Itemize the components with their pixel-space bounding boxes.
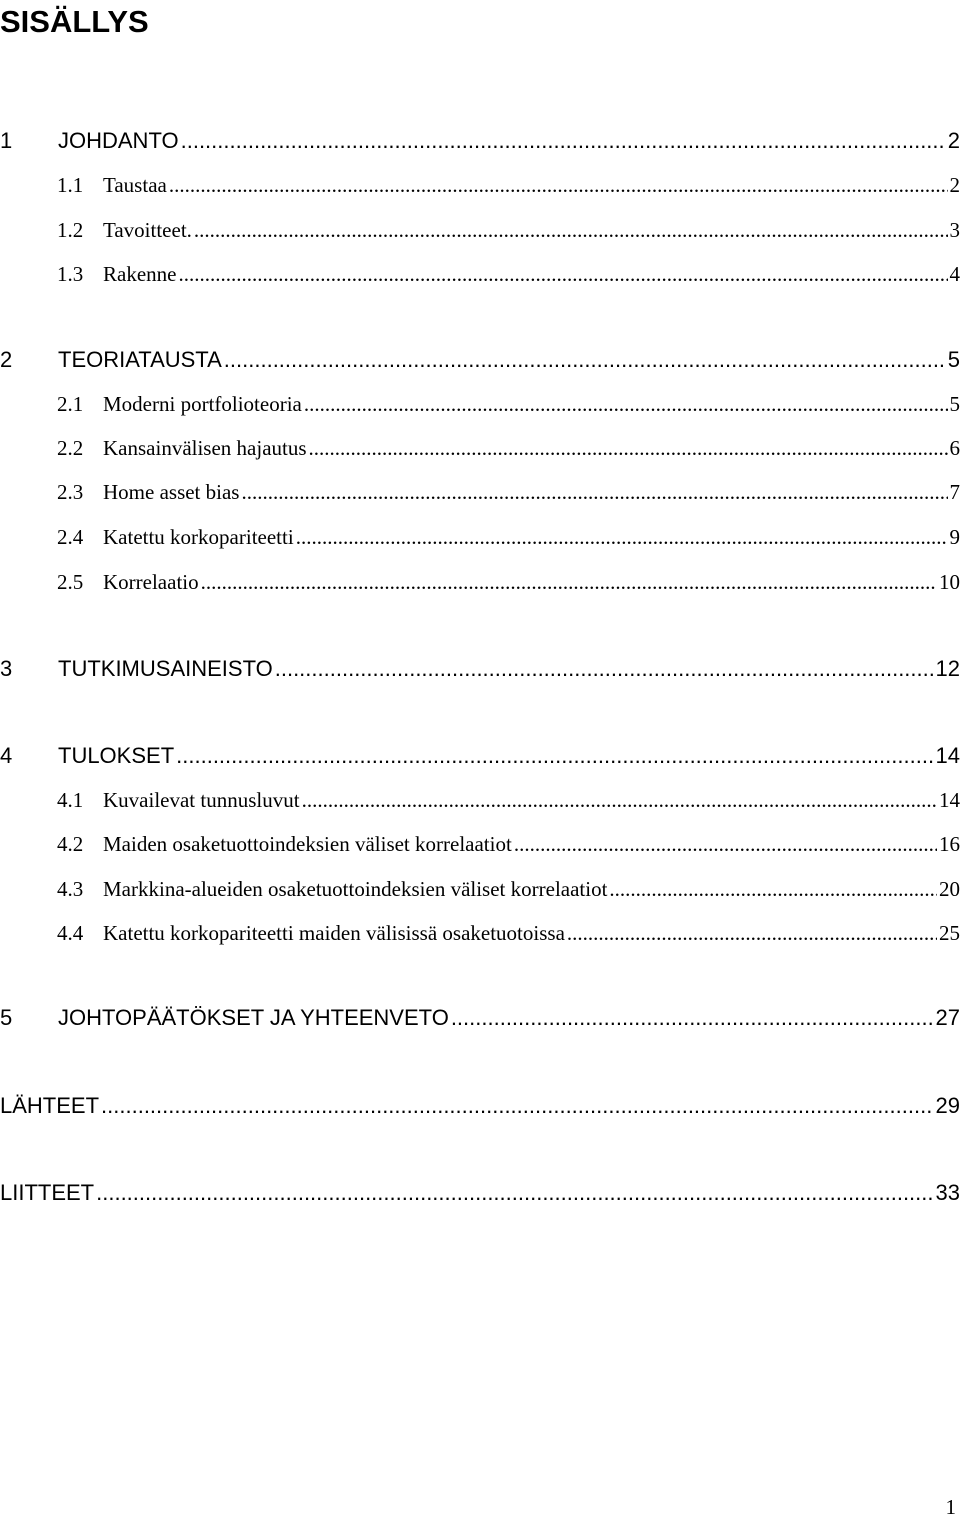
dot-leader (96, 1180, 933, 1206)
toc-entry-title: JOHDANTO (58, 128, 179, 153)
toc-entry-title: TUTKIMUSAINEISTO (58, 656, 273, 681)
toc-entry-page: 2 (947, 128, 960, 153)
dot-leader (275, 656, 934, 682)
dot-leader (609, 877, 937, 902)
toc-entry-page: 6 (949, 436, 960, 460)
toc-entry-title: LÄHTEET (0, 1093, 100, 1118)
toc-entry-page: 33 (935, 1180, 960, 1205)
toc-entry-katettu-korkopariteetti-osaketuotoissa[interactable] (0, 921, 960, 953)
toc-entry-title: Katettu korkopariteetti (103, 525, 294, 549)
toc-entry-title: TEORIATAUSTA (58, 347, 222, 372)
toc-entry-title: Taustaa (103, 173, 167, 197)
toc-entry-kuvailevat-tunnusluvut[interactable] (0, 788, 960, 820)
toc-entry-title: Moderni portfolioteoria (103, 392, 302, 416)
toc-entry-page: 7 (949, 480, 960, 504)
toc-entry-title: Tavoitteet. (103, 218, 192, 242)
dot-leader (451, 1005, 934, 1031)
toc-entry-page: 14 (939, 788, 960, 812)
toc-entry-title: Maiden osaketuottoindeksien väliset korrelaatiot (103, 832, 512, 856)
dot-leader (169, 173, 948, 198)
toc-entry-number: 5 (0, 1005, 13, 1030)
dot-leader (302, 788, 937, 813)
toc-entry-page: 10 (939, 570, 960, 594)
toc-entry-page: 3 (949, 218, 960, 242)
toc-entry-number: 1.2 (57, 218, 84, 242)
toc-entry-number: 4.3 (57, 877, 84, 901)
toc-entry-title: Katettu korkopariteetti maiden välisissä osaketuotoissa (103, 921, 565, 945)
toc-entry-title: Rakenne (103, 262, 177, 286)
toc-entry-lahteet[interactable] (0, 1093, 960, 1125)
toc-entry-johtopaatokset[interactable] (0, 1005, 960, 1037)
dot-leader (514, 832, 937, 857)
dot-leader (176, 743, 933, 769)
toc-entry-number: 2.4 (57, 525, 84, 549)
dot-leader (296, 525, 948, 550)
toc-entry-page: 16 (939, 832, 960, 856)
dot-leader (194, 218, 948, 243)
toc-entry-tutkimusaineisto[interactable] (0, 656, 960, 688)
toc-entry-page: 14 (935, 743, 960, 768)
toc-entry-tavoitteet[interactable] (0, 218, 960, 250)
toc-entry-home-asset-bias[interactable] (0, 480, 960, 512)
dot-leader (304, 392, 948, 417)
toc-entry-page: 5 (947, 347, 960, 372)
toc-entry-page: 5 (949, 392, 960, 416)
toc-entry-title: Korrelaatio (103, 570, 199, 594)
dot-leader (241, 480, 947, 505)
toc-entry-number: 2.1 (57, 392, 84, 416)
toc-entry-maiden-korrelaatiot[interactable] (0, 832, 960, 864)
dot-leader (181, 128, 946, 154)
dot-leader (201, 570, 937, 595)
toc-entry-markkina-alueiden-korrelaatiot[interactable] (0, 877, 960, 909)
toc-entry-title: LIITTEET (0, 1180, 95, 1205)
toc-entry-number: 2.5 (57, 570, 84, 594)
toc-entry-number: 3 (0, 656, 13, 681)
toc-entry-page: 9 (949, 525, 960, 549)
toc-entry-number: 2 (0, 347, 13, 372)
toc-entry-number: 2.3 (57, 480, 84, 504)
page-number: 1 (945, 1495, 956, 1519)
toc-entry-number: 4 (0, 743, 13, 768)
toc-entry-number: 4.1 (57, 788, 84, 812)
toc-entry-number: 4.2 (57, 832, 84, 856)
toc-entry-title: Kuvailevat tunnusluvut (103, 788, 300, 812)
toc-entry-johdanto[interactable] (0, 128, 960, 160)
dot-leader (309, 436, 948, 461)
toc-entry-number: 2.2 (57, 436, 84, 460)
toc-entry-page: 25 (939, 921, 960, 945)
toc-entry-page: 2 (949, 173, 960, 197)
toc-entry-taustaa[interactable] (0, 173, 960, 205)
toc-entry-title: JOHTOPÄÄTÖKSET JA YHTEENVETO (58, 1005, 449, 1030)
toc-entry-title: Kansainvälisen hajautus (103, 436, 307, 460)
toc-entry-number: 1 (0, 128, 13, 153)
dot-leader (101, 1093, 933, 1119)
toc-entry-page: 4 (949, 262, 960, 286)
toc-entry-title: Markkina-alueiden osaketuottoindeksien väliset korrelaatiot (103, 877, 608, 901)
toc-entry-page: 29 (935, 1093, 960, 1118)
dot-leader (178, 262, 947, 287)
dot-leader (567, 921, 937, 946)
toc-entry-page: 12 (935, 656, 960, 681)
toc-entry-number: 1.1 (57, 173, 84, 197)
toc-entry-teoriatausta[interactable] (0, 347, 960, 379)
toc-entry-katettu-korkopariteetti[interactable] (0, 525, 960, 557)
toc-entry-title: TULOKSET (58, 743, 175, 768)
toc-entry-kansainvalisen-hajautus[interactable] (0, 436, 960, 468)
toc-entry-liitteet[interactable] (0, 1180, 960, 1212)
toc-entry-page: 27 (935, 1005, 960, 1030)
toc-entry-number: 4.4 (57, 921, 84, 945)
toc-entry-number: 1.3 (57, 262, 84, 286)
toc-entry-page: 20 (939, 877, 960, 901)
toc-entry-moderni-portfolioteoria[interactable] (0, 392, 960, 424)
toc-entry-korrelaatio[interactable] (0, 570, 960, 602)
page-title: SISÄLLYS (0, 4, 149, 39)
dot-leader (224, 347, 946, 373)
toc-entry-tulokset[interactable] (0, 743, 960, 775)
toc-entry-rakenne[interactable] (0, 262, 960, 294)
toc-entry-title: Home asset bias (103, 480, 240, 504)
